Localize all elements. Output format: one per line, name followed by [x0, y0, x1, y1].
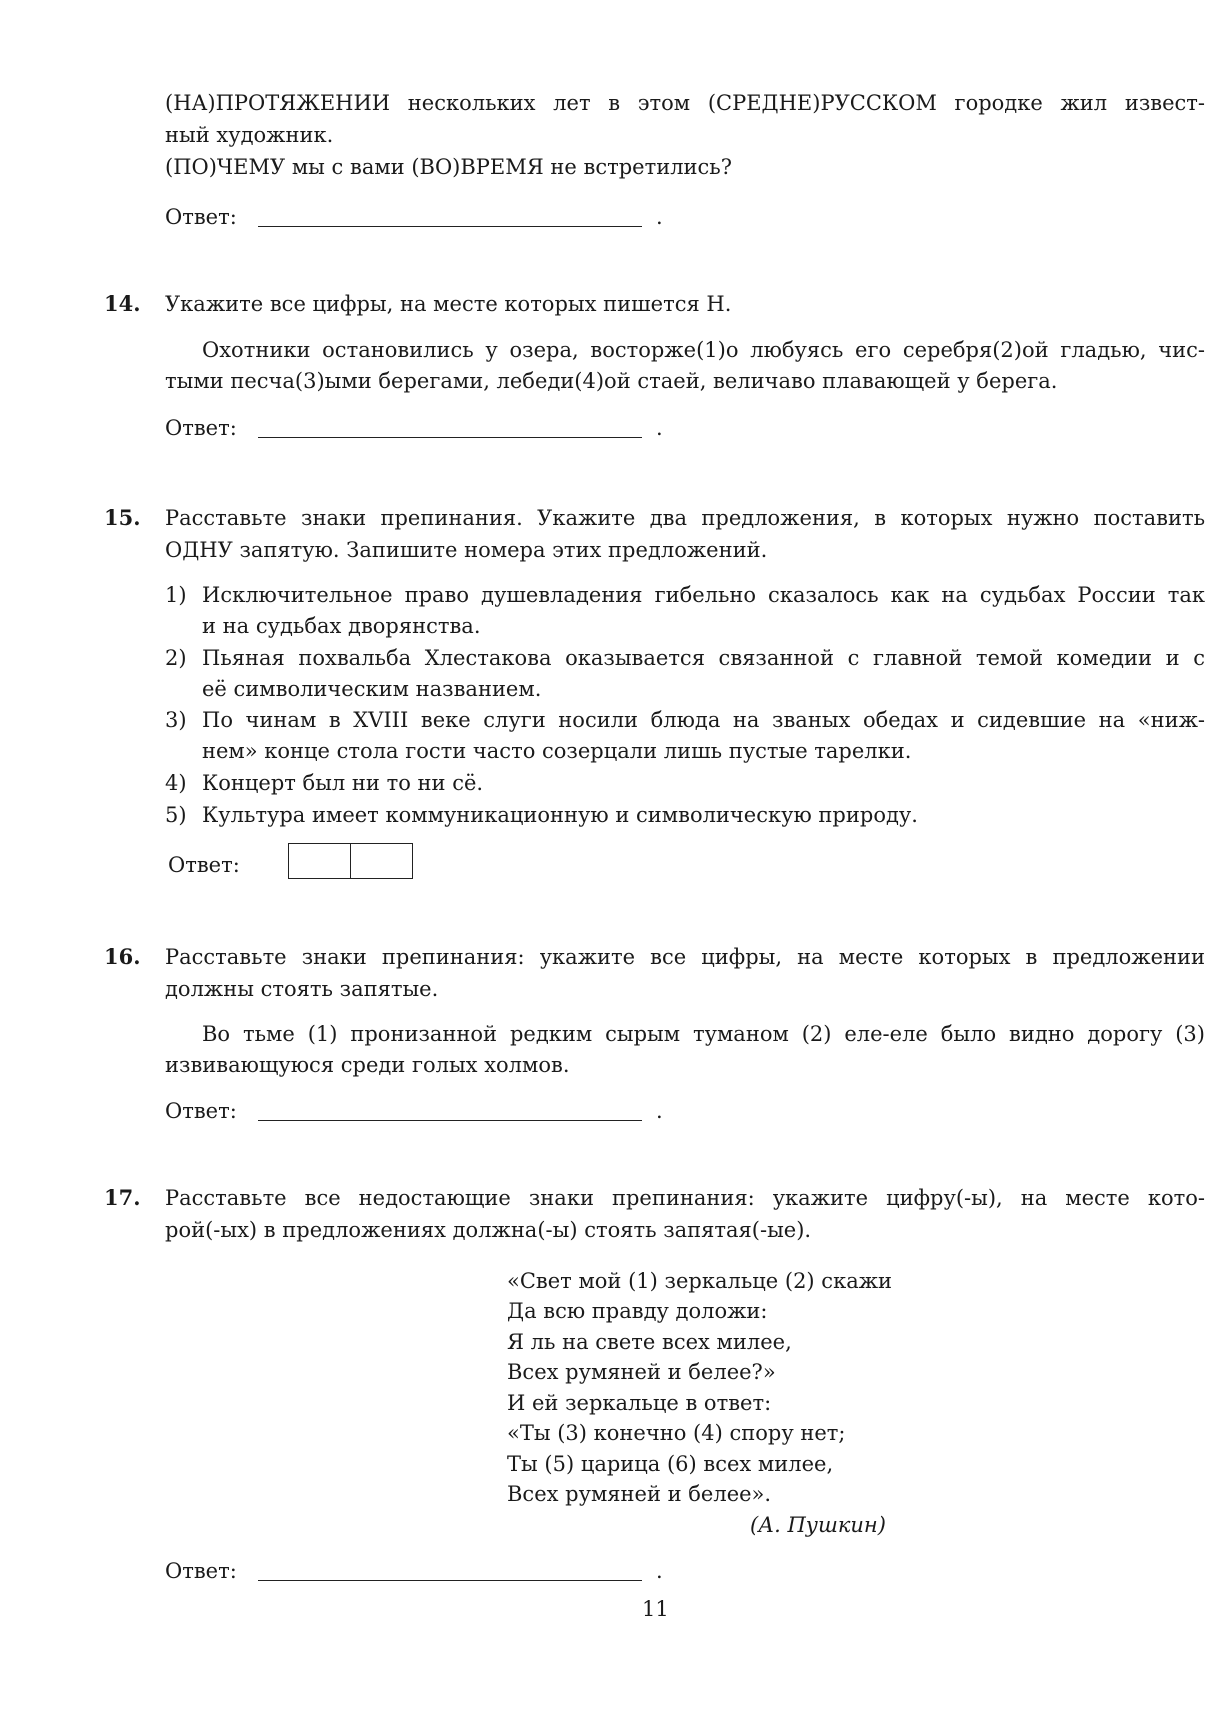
task-17-prompt-line-2: рой(-ых) в предложениях должна(-ы) стоять запятая(-ые).: [165, 1218, 812, 1242]
task-14-number: 14.: [104, 291, 141, 316]
task-17-answer-field[interactable]: [258, 1580, 642, 1581]
poem-author: (А. Пушкин): [750, 1513, 886, 1537]
task-14-text-line-2: тыми песча(3)ыми берегами, лебеди(4)ой стаей, величаво плавающей у берега.: [165, 369, 1058, 393]
task-14-answer-label: Ответ:: [165, 416, 237, 440]
poem-line-6: «Ты (3) конечно (4) спору нет;: [507, 1421, 846, 1445]
page-number: 11: [642, 1597, 669, 1621]
poem-line-4: Всех румяней и белее?»: [507, 1360, 776, 1384]
task-16-text-line-1: Во тьме (1) пронизанной редким сырым туманом (2) еле-еле было видно дорогу (3): [202, 1022, 1205, 1046]
task-16-prompt-line-2: должны стоять запятые.: [165, 977, 439, 1001]
task-17-answer-dot: .: [656, 1559, 663, 1583]
task-15-answer-cell-1[interactable]: [288, 843, 351, 879]
task-15-item-2-line-2: её символическим названием.: [202, 677, 542, 701]
task-15-prompt-line-1: Расставьте знаки препинания. Укажите два предложения, в которых нужно поставить: [165, 506, 1205, 530]
task-15-item-4-line-1: Концерт был ни то ни сё.: [202, 771, 484, 795]
task-17-answer-label: Ответ:: [165, 1559, 237, 1583]
top-answer-dot: .: [656, 205, 663, 229]
top-text-line-3: (ПО)ЧЕМУ мы с вами (ВО)ВРЕМЯ не встретились?: [165, 155, 732, 179]
task-14-answer-field[interactable]: [258, 437, 642, 438]
task-16-answer-field[interactable]: [258, 1120, 642, 1121]
top-answer-label: Ответ:: [165, 205, 237, 229]
task-15-item-5-num: 5): [165, 803, 187, 827]
task-14-prompt: Укажите все цифры, на месте которых пишется Н.: [165, 292, 732, 316]
task-16-prompt-line-1: Расставьте знаки препинания: укажите все цифры, на месте которых в предложении: [165, 945, 1205, 969]
task-15-item-2-line-1: Пьяная похвальба Хлестакова оказывается связанной с главной темой комедии и с: [202, 646, 1205, 670]
task-17-number: 17.: [104, 1185, 141, 1210]
task-14-answer-dot: .: [656, 416, 663, 440]
task-15-number: 15.: [104, 505, 141, 530]
task-15-item-1-line-2: и на судьбах дворянства.: [202, 614, 481, 638]
poem-line-3: Я ль на свете всех милее,: [507, 1330, 792, 1354]
task-15-item-4-num: 4): [165, 771, 187, 795]
top-answer-field[interactable]: [258, 226, 642, 227]
task-15-item-1-num: 1): [165, 583, 187, 607]
poem-line-5: И ей зеркальце в ответ:: [507, 1391, 772, 1415]
task-16-answer-dot: .: [656, 1099, 663, 1123]
task-16-answer-label: Ответ:: [165, 1099, 237, 1123]
task-15-item-3-line-1: По чинам в XVIII веке слуги носили блюда на званых обедах и сидевшие на «ниж-: [202, 708, 1205, 732]
poem-line-8: Всех румяней и белее».: [507, 1482, 772, 1506]
task-15-item-3-line-2: нем» конце стола гости часто созерцали лишь пустые тарелки.: [202, 739, 912, 763]
top-text-line-2: ный художник.: [165, 123, 334, 147]
task-15-item-5-line-1: Культура имеет коммуникационную и символическую природу.: [202, 803, 918, 827]
poem-line-2: Да всю правду доложи:: [507, 1299, 768, 1323]
task-15-item-1-line-1: Исключительное право душевладения гибельно сказалось как на судьбах России так: [202, 583, 1205, 607]
task-15-item-2-num: 2): [165, 646, 187, 670]
task-14-text-line-1: Охотники остановились у озера, восторже(1)о любуясь его серебря(2)ой гладью, чис-: [202, 338, 1205, 362]
poem-line-7: Ты (5) царица (6) всех милее,: [507, 1452, 834, 1476]
task-15-prompt-line-2: ОДНУ запятую. Запишите номера этих предложений.: [165, 538, 768, 562]
task-16-number: 16.: [104, 944, 141, 969]
task-16-text-line-2: извивающуюся среди голых холмов.: [165, 1053, 570, 1077]
task-15-answer-cell-2[interactable]: [350, 843, 413, 879]
poem-line-1: «Свет мой (1) зеркальце (2) скажи: [507, 1269, 893, 1293]
top-text-line-1: (НА)ПРОТЯЖЕНИИ нескольких лет в этом (СРЕДНЕ)РУССКОМ городке жил извест-: [165, 91, 1205, 115]
task-17-prompt-line-1: Расставьте все недостающие знаки препинания: укажите цифру(-ы), на месте кото-: [165, 1186, 1205, 1210]
task-15-answer-label: Ответ:: [168, 853, 240, 877]
task-15-item-3-num: 3): [165, 708, 187, 732]
